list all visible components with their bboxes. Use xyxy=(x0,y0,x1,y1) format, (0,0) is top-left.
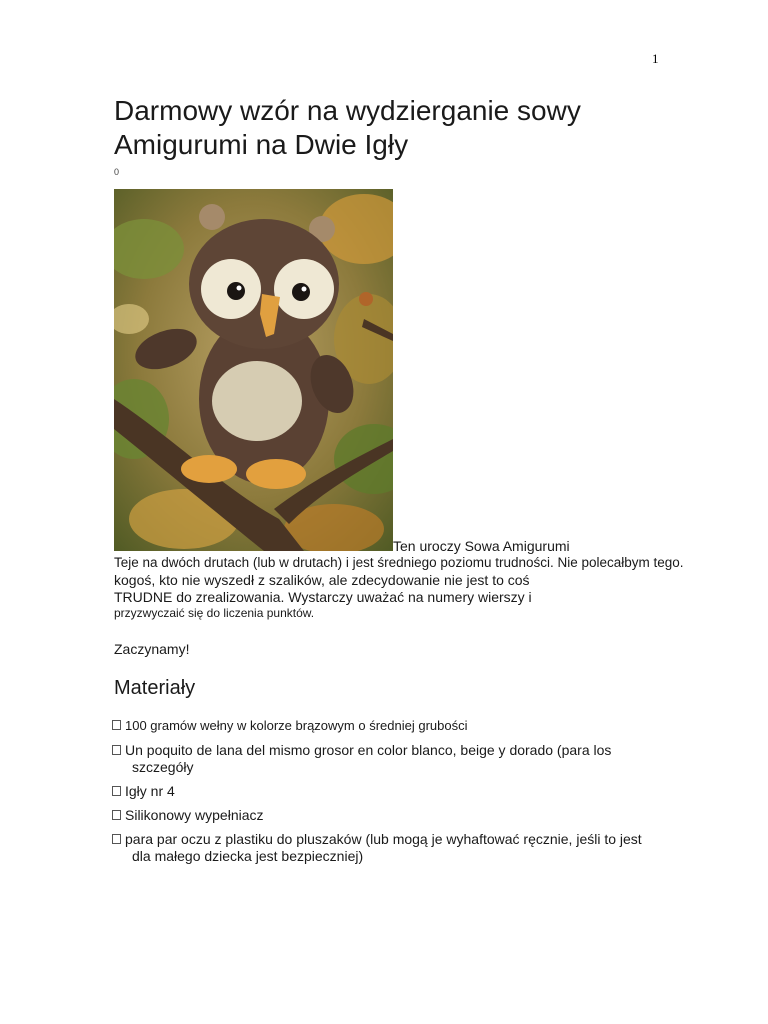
material-item xyxy=(112,831,672,865)
document-title: Darmowy wzór na wydzierganie sowy Amigurumi na Dwie Igły xyxy=(114,95,581,160)
material-text: 100 gramów wełny w kolorze brązowym o średniej grubości xyxy=(125,718,468,733)
checkbox-bullet-icon xyxy=(112,810,121,820)
material-text-continued: dla małego dziecka jest bezpieczniej) xyxy=(132,848,364,864)
intro-line: TRUDNE do zrealizowania. Wystarczy uważać na numery wierszy i xyxy=(114,589,532,605)
checkbox-bullet-icon xyxy=(112,745,121,755)
start-text: Zaczynamy! xyxy=(114,641,190,657)
material-item xyxy=(112,807,672,824)
intro-line: przyzwyczaić się do liczenia punktów. xyxy=(114,606,315,620)
material-text: para par oczu z plastiku do pluszaków (lub mogą je wyhaftować ręcznie, jeśli to jest xyxy=(125,831,642,847)
material-item xyxy=(112,783,672,800)
material-text: Igły nr 4 xyxy=(125,783,175,799)
page-number: 1 xyxy=(652,51,659,66)
checkbox-bullet-icon xyxy=(112,834,121,844)
material-text: Un poquito de lana del mismo grosor en color blanco, beige y dorado (para los xyxy=(125,742,612,758)
material-text-continued: szczegóły xyxy=(132,759,194,775)
material-text: Silikonowy wypełniacz xyxy=(125,807,264,823)
owl-photo xyxy=(114,189,393,551)
small-label: 0 xyxy=(114,167,120,177)
checkbox-bullet-icon xyxy=(112,786,121,796)
material-item xyxy=(112,717,672,734)
checkbox-bullet-icon xyxy=(112,720,121,730)
intro-line: kogoś, kto nie wyszedł z szalików, ale zdecydowanie nie jest to coś xyxy=(114,572,530,588)
material-item xyxy=(112,742,672,776)
intro-line: Teje na dwóch drutach (lub w drutach) i jest średniego poziomu trudności. Nie polecałbym tego. xyxy=(114,555,684,570)
photo-caption: Ten uroczy Sowa Amigurumi xyxy=(393,538,570,554)
materials-heading: Materiały xyxy=(114,677,196,699)
